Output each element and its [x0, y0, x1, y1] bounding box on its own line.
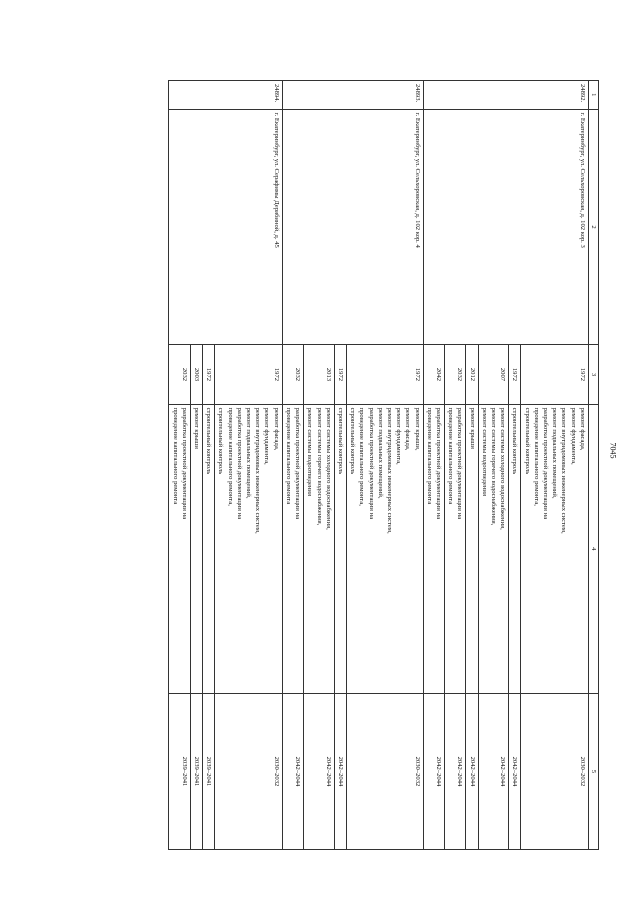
entry-number: 24892.	[423, 81, 588, 110]
period-cell: 2042–2044	[466, 693, 478, 849]
col-header-4: 4	[588, 404, 598, 693]
table-row	[521, 81, 588, 850]
work-cell: разработка проектной документации на проведение капитального ремонта	[282, 404, 303, 693]
period-cell: 2030–2032	[215, 693, 282, 849]
period-cell: 2039–2041	[169, 693, 190, 849]
entry-address: г. Екатеринбург, ул. Сельхоровская, д. 102 кор. 3	[423, 109, 588, 345]
year-cell: 1972	[215, 345, 282, 404]
entry-number: 24893.	[282, 81, 423, 110]
col-header-5: 5	[588, 693, 598, 849]
year-cell: 2003	[190, 345, 202, 404]
period-cell: 2042–2044	[478, 693, 509, 849]
year-cell: 1972	[521, 345, 588, 404]
page-number: 7045	[608, 442, 618, 459]
year-cell: 2012	[466, 345, 478, 404]
work-cell: ремонт крыши	[466, 404, 478, 693]
year-cell: 1972	[509, 345, 521, 404]
period-cell: 2042–2044	[444, 693, 465, 849]
col-header-1: 1	[588, 81, 598, 110]
period-cell: 2039–2041	[190, 693, 202, 849]
period-cell: 2030–2032	[521, 693, 588, 849]
work-cell: ремонт крыши	[190, 404, 202, 693]
year-cell: 1972	[346, 345, 423, 404]
work-cell: ремонт системы холодного водоснабжения, ремонт системы горячего водоснабжения, ремонт системы водоотведения	[304, 404, 335, 693]
period-cell: 2042–2044	[509, 693, 521, 849]
year-cell: 2032	[169, 345, 190, 404]
work-cell: ремонт фасада, ремонт фундамента, ремонт внутридомовых инженерных систем, ремонт подвальных помещений, разработка проектной документации на проведение капитального ремонта, строительный контроль	[521, 404, 588, 693]
period-cell: 2030–2032	[346, 693, 423, 849]
work-cell: ремонт фасада, ремонт фундамента, ремонт внутридомовых инженерных систем, ремонт подвальных помещений, разработка проектной документации на проведение капитального ремонта, строительный контроль	[215, 404, 282, 693]
header-row	[588, 81, 598, 850]
year-cell: 2013	[304, 345, 335, 404]
repair-schedule-table	[168, 80, 599, 850]
year-cell: 2042	[423, 345, 444, 404]
work-cell: разработка проектной документации на проведение капитального ремонта	[423, 404, 444, 693]
period-cell: 2042–2044	[282, 693, 303, 849]
year-cell: 2032	[282, 345, 303, 404]
entry-number: 24894.	[169, 81, 282, 110]
entry-address: г. Екатеринбург, ул. Сельхоровская, д. 102 кор. 4	[282, 109, 423, 345]
work-cell: строительный контроль	[203, 404, 215, 693]
rotated-table-container	[89, 80, 599, 850]
table-body	[169, 81, 588, 850]
year-cell: 2032	[444, 345, 465, 404]
work-cell: разработка проектной документации на проведение капитального ремонта	[444, 404, 465, 693]
table-row	[215, 81, 282, 850]
col-header-3: 3	[588, 345, 598, 404]
year-cell: 1972	[334, 345, 346, 404]
table-row	[346, 81, 423, 850]
year-cell: 1972	[203, 345, 215, 404]
period-cell: 2042–2044	[334, 693, 346, 849]
work-cell: ремонт системы холодного водоснабжения, ремонт системы горячего водоснабжения, ремонт системы водоотведения	[478, 404, 509, 693]
period-cell: 2039–2041	[203, 693, 215, 849]
work-cell: строительный контроль	[509, 404, 521, 693]
work-cell: ремонт крыши, ремонт фасада, ремонт фундамента, ремонт внутридомовых инженерных систем, ремонт подвальных помещений, разработка проектной документации на проведение капитального ремонта, строительный контроль	[346, 404, 423, 693]
col-header-2: 2	[588, 109, 598, 345]
period-cell: 2042–2044	[423, 693, 444, 849]
entry-address: г. Екатеринбург, ул. Серафимы Дерябиной, д. 45	[169, 109, 282, 345]
work-cell: разработка проектной документации на проведение капитального ремонта	[169, 404, 190, 693]
period-cell: 2042–2044	[304, 693, 335, 849]
year-cell: 2007	[478, 345, 509, 404]
work-cell: строительный контроль	[334, 404, 346, 693]
